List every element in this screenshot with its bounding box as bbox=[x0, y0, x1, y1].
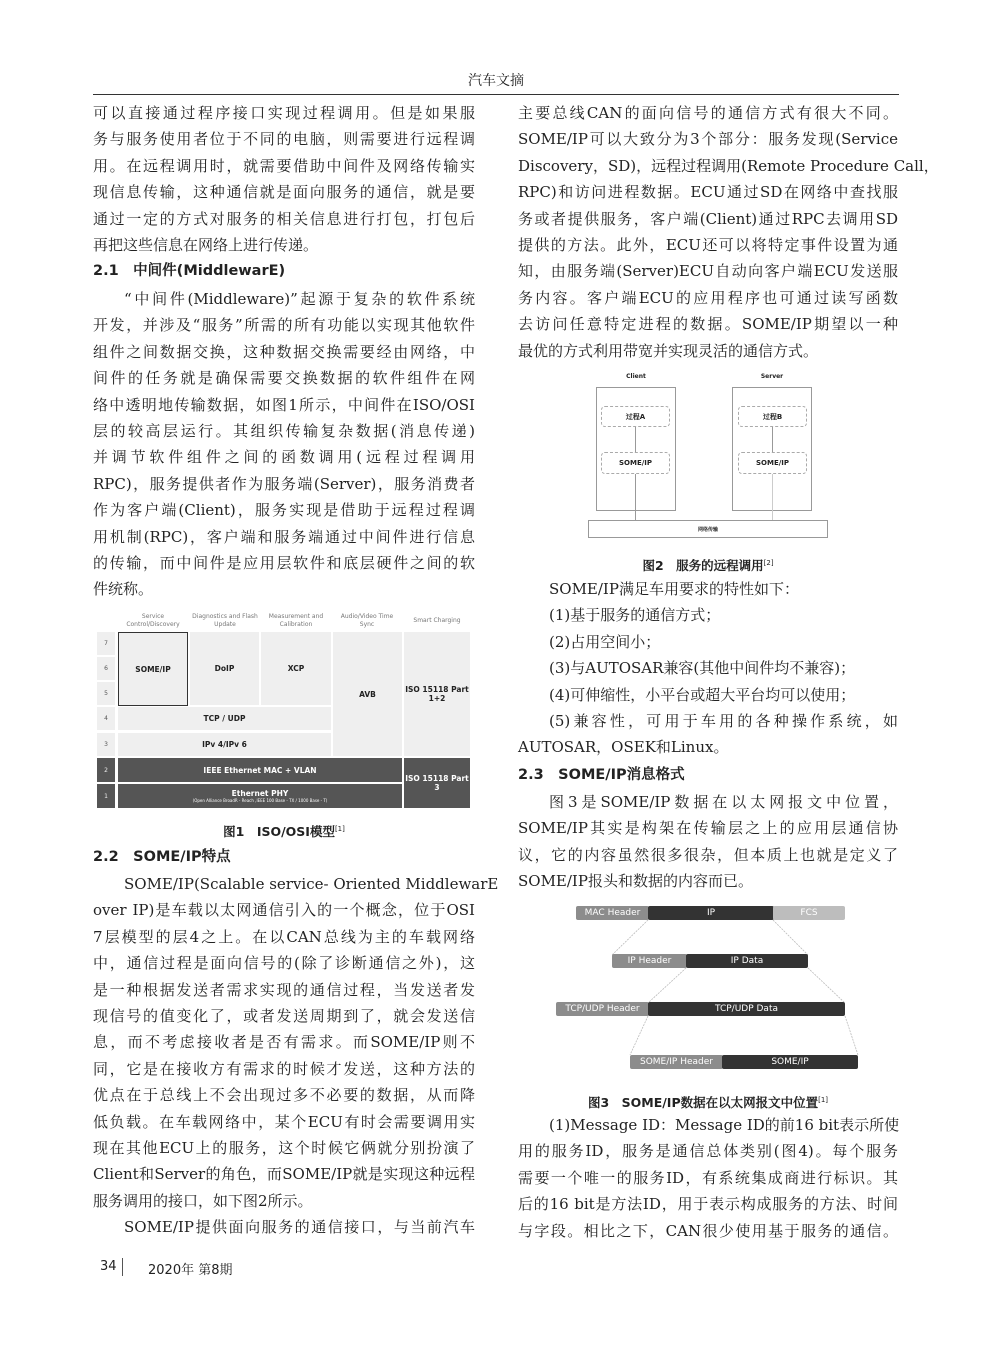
issue-label: 2020年 第8期 bbox=[148, 1263, 233, 1278]
text-line: 开发，并涉及“服务”所需的所有功能以实现其他软件 bbox=[93, 316, 475, 335]
text-line: 主要总线CAN的面向信号的通信方式有很大不同。 bbox=[518, 104, 898, 122]
layer-number: 4 bbox=[97, 707, 115, 730]
phy-sub: (Open Alliance BroadR - Reach ,IEEE 100 Base - TX / 1000 Base - T) bbox=[192, 798, 328, 803]
client-label: Client bbox=[626, 373, 646, 380]
tcp-udp-data-bar: TCP/UDP Data bbox=[648, 1002, 845, 1016]
text-line: 低负载。在车载网络中，某个ECU有时会需要调用实 bbox=[93, 1112, 475, 1131]
xcp-cell: XCP bbox=[261, 632, 331, 705]
caption-text: 图3 SOME/IP数据在以太网报文中位置 bbox=[587, 1095, 819, 1110]
section-heading-2-1: 2.1 中间件(MiddlewarE) bbox=[93, 263, 286, 279]
text-line: 后的16 bit是方法ID，用于表示构成服务的方法、时间 bbox=[518, 1195, 898, 1214]
text-line: (2)占用空间小； bbox=[549, 632, 661, 651]
text-line: over IP)是车载以太网通信引入的一个概念，位于OSI bbox=[93, 901, 475, 920]
col-header: Smart Charging bbox=[413, 617, 461, 624]
text-line: 用机制(RPC)，客户端和服务端通过中间件进行信息 bbox=[93, 527, 475, 546]
section-heading-2-3: 2.3 SOME/IP消息格式 bbox=[518, 767, 685, 783]
ip-data-bar: IP Data bbox=[686, 954, 808, 968]
layer-number: 2 bbox=[97, 758, 115, 782]
text-line: 并调节软件组件之间的函数调用(远程过程调用 bbox=[93, 448, 475, 467]
text-line: Client和Server的角色，而SOME/IP就是实现这种远程 bbox=[93, 1165, 475, 1184]
section-heading-2-2: 2.2 SOME/IP特点 bbox=[93, 849, 231, 865]
text-line: (1)Message ID：Message ID的前16 bit表示所使 bbox=[549, 1116, 900, 1134]
text-line: (4)可伸缩性，小平台或超大平台均可以使用； bbox=[549, 685, 856, 704]
col-header: Audio/Video Time Sync bbox=[340, 613, 394, 628]
mac-header-bar: MAC Header bbox=[576, 906, 649, 920]
text-line: SOME/IP(Scalable service- Oriented MiddlewarE bbox=[124, 875, 499, 893]
text-line: 务或者提供服务，客户端(Client)通过RPC去调用SD bbox=[518, 209, 898, 228]
iso15118-3-cell: ISO 15118 Part 3 bbox=[404, 758, 470, 808]
figure-3-caption bbox=[518, 1093, 898, 1111]
layer-number: 6 bbox=[97, 657, 115, 680]
text-line: 图3是SOME/IP数据在以太网报文中位置， bbox=[549, 793, 898, 811]
caption-text: 图2 服务的远程调用 bbox=[642, 558, 764, 573]
text-line: RPC)，服务提供者作为服务端(Server)，服务消费者 bbox=[93, 474, 475, 493]
ip-bar: IP bbox=[648, 906, 774, 920]
running-header: 汽车文摘 bbox=[468, 73, 524, 89]
reference: [1] bbox=[334, 824, 345, 833]
ethernet-mac-cell: IEEE Ethernet MAC + VLAN bbox=[118, 758, 402, 782]
text-line: 优点在于总线上不会出现过多不必要的数据，从而降 bbox=[93, 1086, 475, 1105]
text-line: 最优的方式利用带宽并实现灵活的通信方式。 bbox=[518, 341, 819, 360]
process-b: 过程B bbox=[738, 406, 807, 427]
text-line: (1)基于服务的通信方式； bbox=[549, 606, 721, 625]
text-line: 7层模型的层4之上。在以CAN总线为主的车载网络 bbox=[93, 927, 475, 946]
caption-text: 图1 ISO/OSI模型 bbox=[223, 824, 335, 839]
text-line: 是一种根据发送者需求实现的通信过程，当发送者发 bbox=[93, 980, 475, 999]
text-line: 可以直接通过程序接口实现过程调用。但是如果服 bbox=[93, 104, 475, 122]
text-line: 现信号的值变化了，或者发送周期到了，就会发送信 bbox=[93, 1006, 475, 1025]
text-line: 通过一定的方式对服务的相关信息进行打包，打包后 bbox=[93, 209, 475, 228]
text-line: AUTOSAR，OSEK和Linux。 bbox=[518, 738, 729, 757]
ipv4-ipv6-cell: IPv 4/IPv 6 bbox=[118, 733, 331, 756]
network-bar: 网络传输 bbox=[588, 520, 828, 538]
text-line: 知，由服务端(Server)ECU自动向客户端ECU发送服 bbox=[518, 262, 898, 281]
layer-number: 3 bbox=[97, 733, 115, 756]
layer-number: 5 bbox=[97, 682, 115, 705]
text-line: 用。在远程调用时，就需要借助中间件及网络传输实 bbox=[93, 156, 475, 175]
client-someip: SOME/IP bbox=[601, 452, 670, 474]
text-line: SOME/IP提供面向服务的通信接口，与当前汽车 bbox=[124, 1218, 475, 1236]
reference: [1] bbox=[818, 1095, 829, 1104]
paragraph bbox=[518, 1112, 898, 1244]
text-line: SOME/IP可以大致分为3个部分：服务发现(Service bbox=[518, 130, 898, 149]
text-line: 去访问任意特定进程的数据。SOME/IP期望以一种 bbox=[518, 315, 898, 334]
ip-header-bar: IP Header bbox=[612, 954, 687, 968]
someip-bar: SOME/IP bbox=[722, 1055, 858, 1069]
server-label: Server bbox=[760, 373, 784, 380]
someip-header-bar: SOME/IP Header bbox=[630, 1055, 723, 1069]
text-line: 服务调用的接口，如下图2所示。 bbox=[93, 1191, 313, 1210]
avb-cell: AVB bbox=[333, 632, 402, 756]
text-line: 现信息传输，这种通信就是面向服务的通信，就是要 bbox=[93, 183, 475, 202]
text-line: 提供的方法。此外，ECU还可以将特定事件设置为通 bbox=[518, 235, 898, 254]
tcp-udp-cell: TCP / UDP bbox=[118, 707, 331, 730]
text-line: RPC)和访问进程数据。ECU通过SD在网络中查找服 bbox=[518, 183, 898, 202]
text-line: 络中透明地传输数据，如图1所示，中间件在ISO/OSI bbox=[93, 395, 475, 414]
text-line: 间件的任务就是确保需要交换数据的软件组件在网 bbox=[93, 369, 475, 388]
fcs-bar: FCS bbox=[773, 906, 845, 920]
doip-cell: DoIP bbox=[190, 632, 259, 705]
text-line: “中间件(Middleware)”起源于复杂的软件系统 bbox=[124, 290, 475, 308]
footer-divider bbox=[122, 1258, 123, 1276]
text-line: 层的较高层运行。其组织传输复杂数据(消息传递) bbox=[93, 421, 475, 440]
text-line: 件统称。 bbox=[93, 580, 154, 599]
text-line: 组件之间数据交换，这种数据交换需要经由网络，中 bbox=[93, 342, 475, 361]
text-line: (3)与AUTOSAR兼容(其他中间件均不兼容)； bbox=[549, 659, 856, 678]
text-line: 中，通信过程是面向信号的(除了诊断通信之外)，这 bbox=[93, 954, 475, 973]
text-line: 与字段。相比之下，CAN很少使用基于服务的通信。 bbox=[518, 1221, 898, 1240]
server-someip: SOME/IP bbox=[738, 452, 807, 474]
layer-number: 1 bbox=[97, 784, 115, 808]
text-line: 息，而不考虑接收者是否有需求。而SOME/IP则不 bbox=[93, 1033, 475, 1052]
text-line: 用的服务ID，服务是通信总体类别(图4)。每个服务 bbox=[518, 1142, 898, 1161]
col-header: Measurement and Calibration bbox=[268, 613, 324, 628]
text-line: (5)兼容性，可用于车用的各种操作系统，如 bbox=[549, 711, 898, 730]
text-line: SOME/IP满足车用要求的特性如下： bbox=[549, 580, 799, 598]
text-line: 现在其他ECU上的服务，这个时候它俩就分别扮演了 bbox=[93, 1138, 475, 1157]
text-line: SOME/IP其实是构架在传输层之上的应用层通信协 bbox=[518, 819, 898, 838]
someip-cell: SOME/IP bbox=[118, 632, 188, 706]
layer-number: 7 bbox=[97, 632, 115, 655]
text-line: 务与服务使用者位于不同的电脑，则需要进行远程调 bbox=[93, 130, 475, 149]
tcp-udp-header-bar: TCP/UDP Header bbox=[556, 1002, 649, 1016]
col-header: Diagnostics and Flash Update bbox=[192, 613, 258, 628]
text-line: 作为客户端(Client)，服务实现是借助于远程过程调 bbox=[93, 501, 475, 520]
text-line: 再把这些信息在网络上进行传递。 bbox=[93, 235, 319, 254]
text-line: Discovery，SD)，远程过程调用(Remote Procedure Call， bbox=[518, 156, 939, 175]
text-line: 需要一个唯一的服务ID，有系统集成商进行标识。其 bbox=[518, 1168, 898, 1187]
text-line: 同，它是在接收方有需求的时候才发送，这种方法的 bbox=[93, 1059, 475, 1078]
process-a: 过程A bbox=[601, 406, 670, 427]
text-line: SOME/IP报头和数据的内容而已。 bbox=[518, 872, 753, 891]
col-header: Service Control/Discovery bbox=[126, 613, 180, 628]
text-line: 务内容。客户端ECU的应用程序也可通过读写函数 bbox=[518, 288, 898, 307]
reference: [2] bbox=[763, 558, 774, 567]
phy-label: Ethernet PHY bbox=[231, 789, 289, 798]
text-line: 的传输，而中间件是应用层软件和底层硬件之间的软 bbox=[93, 553, 475, 572]
page-number: 34 bbox=[100, 1259, 117, 1274]
text-line: 议，它的内容虽然很多很杂，但本质上也就是定义了 bbox=[518, 845, 898, 864]
iso15118-12-cell: ISO 15118 Part 1+2 bbox=[404, 632, 470, 756]
